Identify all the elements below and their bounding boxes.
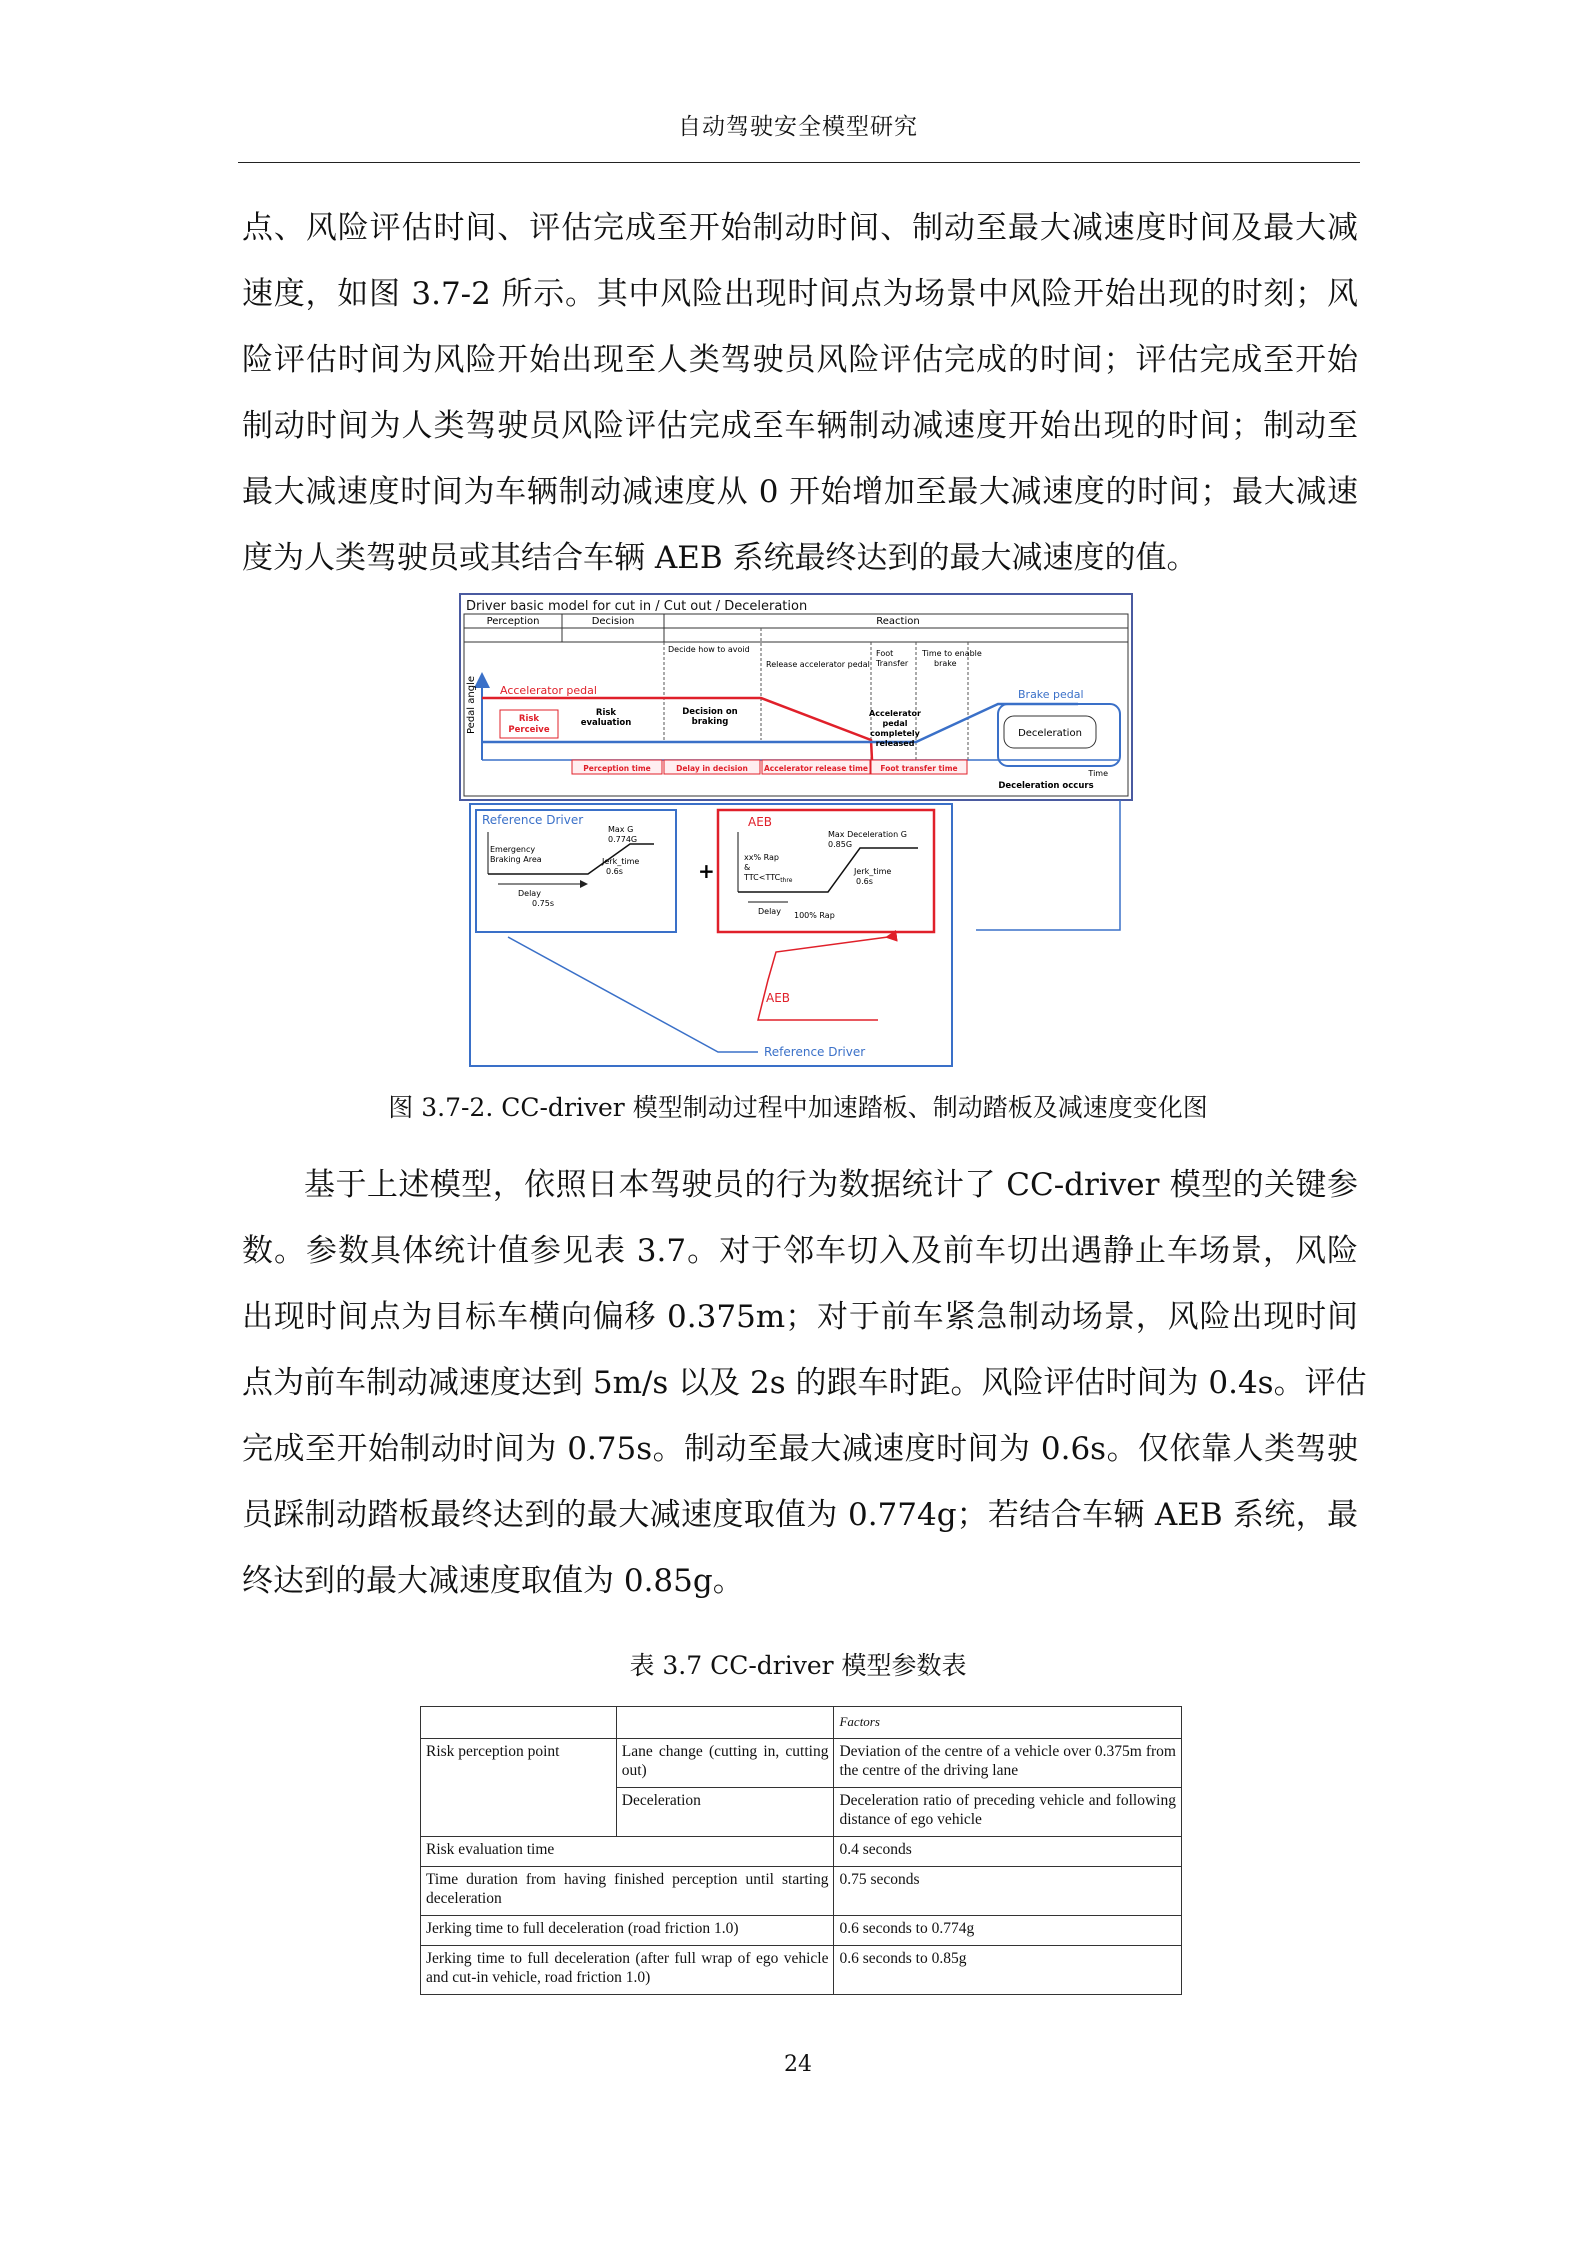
accelerator-label: Accelerator pedal: [500, 684, 597, 697]
header-rule: [238, 162, 1360, 163]
duration-factor-cell: 0.75 seconds: [834, 1867, 1182, 1916]
deceleration-cell: Deceleration: [616, 1788, 834, 1837]
lane-change-factor-cell: Deviation of the centre of a vehicle over 0.375m from the centre of the driving lane: [834, 1739, 1182, 1788]
paragraph-2: [242, 1152, 1367, 1614]
aeb-jerk: Jerk_time: [854, 867, 892, 876]
event-foot-transfer: Transfer: [876, 659, 909, 668]
paragraph-1: [242, 195, 1358, 591]
phase-decision: Decision: [591, 616, 635, 627]
aeb-jerk-value: 0.6s: [856, 877, 873, 886]
aeb-rap: xx% Rap: [744, 853, 779, 862]
bottom-aeb-label: AEB: [766, 991, 791, 1005]
table-row: [421, 1867, 1182, 1916]
ref-delay: Delay: [518, 889, 541, 898]
risk-eval-factor-cell: 0.4 seconds: [834, 1837, 1182, 1867]
phase-reaction: Reaction: [876, 616, 920, 627]
risk-eval-marker: Risk: [595, 708, 617, 718]
paragraph-line: 点为前车制动减速度达到 5m/s 以及 2s 的跟车时距。风险评估时间为 0.4s。评估: [242, 1365, 1367, 1401]
ref-jerk-value: 0.6s: [606, 867, 623, 876]
decision-marker-2: braking: [691, 717, 729, 727]
ref-delay-value: 0.75s: [532, 899, 554, 908]
risk-marker: Risk: [518, 714, 540, 724]
deceleration-box: Deceleration: [1018, 728, 1082, 739]
aeb-full: 100% Rap: [794, 911, 835, 920]
phase-perception: Perception: [486, 616, 540, 627]
risk-eval-cell: Risk evaluation time: [421, 1837, 834, 1867]
event-decide: Decide how to avoid: [668, 645, 750, 654]
ref-maxg-value: 0.774G: [608, 835, 638, 844]
paragraph-line: 最大减速度时间为车辆制动减速度从 0 开始增加至最大减速度的时间；最大减速: [242, 474, 1358, 510]
table-row: [421, 1946, 1182, 1995]
ref-maxg: Max G: [608, 825, 634, 834]
running-header: 自动驾驶安全模型研究: [678, 114, 918, 140]
interval-decision: Delay in decision: [676, 764, 748, 773]
duration-cell: Time duration from having finished perception until starting deceleration: [421, 1867, 834, 1916]
event-enable: Time to enable: [922, 649, 982, 658]
paragraph-line: 险评估时间为风险开始出现至人类驾驶员风险评估完成的时间；评估完成至开始: [242, 342, 1358, 378]
released-marker-2: pedal: [882, 719, 908, 728]
table-row: [421, 1837, 1182, 1867]
brake-label: Brake pedal: [1018, 688, 1084, 701]
interval-perception: Perception time: [583, 764, 651, 773]
interval-foot: Foot transfer time: [880, 764, 958, 773]
aeb-ttc: $TTC<TTC_{thre}$: [744, 873, 793, 884]
paragraph-line: 终达到的最大减速度取值为 0.85g。: [242, 1563, 744, 1599]
lane-change-cell: Lane change (cutting in, cutting out): [616, 1739, 834, 1788]
deceleration-factor-cell: Deceleration ratio of preceding vehicle and following distance of ego vehicle: [834, 1788, 1182, 1837]
table-row: [421, 1739, 1182, 1788]
ref-title: Reference Driver: [482, 813, 584, 827]
page-number: 24: [784, 2052, 812, 2077]
decision-marker: Decision on: [682, 707, 738, 717]
paragraph-line: 基于上述模型，依照日本驾驶员的行为数据统计了 CC-driver 模型的关键参: [304, 1167, 1358, 1203]
y-axis-label: Pedal angle: [466, 675, 477, 734]
paragraph-line: 员踩制动踏板最终达到的最大减速度取值为 0.774g；若结合车辆 AEB 系统，最: [242, 1497, 1358, 1533]
interval-release: Accelerator release time: [764, 764, 868, 773]
figure-caption: 图 3.7-2. CC-driver 模型制动过程中加速踏板、制动踏板及减速度变化图: [388, 1093, 1208, 1122]
paragraph-line: 完成至开始制动时间为 0.75s。制动至最大减速度时间为 0.6s。仅依靠人类驾驶: [242, 1431, 1358, 1467]
parameter-table: [420, 1706, 1182, 1995]
released-marker-3: completely: [870, 729, 920, 738]
risk-point-cell: Risk perception point: [421, 1739, 617, 1837]
aeb-rap-and: &: [744, 863, 751, 872]
aeb-maxg-value: 0.85G: [828, 840, 853, 849]
plus-sign: +: [698, 859, 715, 883]
paragraph-line: 度为人类驾驶员或其结合车辆 AEB 系统最终达到的最大减速度的值。: [242, 540, 1198, 576]
figure-title: Driver basic model for cut in / Cut out / Deceleration: [466, 599, 808, 614]
bottom-ref-label: Reference Driver: [764, 1045, 866, 1059]
risk-perceive-marker: Perceive: [508, 725, 550, 735]
aeb-title: AEB: [748, 815, 773, 829]
risk-eval-marker-2: evaluation: [580, 718, 632, 728]
released-marker: Accelerator: [869, 709, 921, 718]
ref-ebra-2: Braking Area: [490, 855, 542, 864]
released-marker-4: released: [875, 739, 915, 748]
paragraph-line: 制动时间为人类驾驶员风险评估完成至车辆制动减速度开始出现的时间；制动至: [242, 408, 1358, 444]
decel-occurs: Deceleration occurs: [998, 781, 1094, 791]
reference-driver-panel: [476, 810, 676, 932]
jerk1-cell: Jerking time to full deceleration (road friction 1.0): [421, 1916, 834, 1946]
aeb-maxg: Max Deceleration G: [828, 830, 907, 839]
paragraph-line: 出现时间点为目标车横向偏移 0.375m；对于前车紧急制动场景，风险出现时间: [242, 1299, 1358, 1335]
table-row: [421, 1707, 1182, 1739]
paragraph-line: 数。参数具体统计值参见表 3.7。对于邻车切入及前车切出遇静止车场景，风险: [242, 1233, 1358, 1269]
paragraph-line: 点、风险评估时间、评估完成至开始制动时间、制动至最大减速度时间及最大减: [242, 210, 1358, 246]
jerk2-factor-cell: 0.6 seconds to 0.85g: [834, 1946, 1182, 1995]
factors-header: Factors: [834, 1707, 1182, 1739]
time-label: Time: [1088, 769, 1108, 778]
jerk2-cell: Jerking time to full deceleration (after full wrap of ego vehicle and cut-in vehicle, road friction 1.0): [421, 1946, 834, 1995]
table-row: [421, 1916, 1182, 1946]
event-enable-brake: brake: [934, 659, 957, 668]
ref-ebra: Emergency: [490, 845, 536, 854]
driver-model-figure: [458, 592, 1138, 1068]
ref-jerk: Jerk_time: [602, 857, 640, 866]
jerk1-factor-cell: 0.6 seconds to 0.774g: [834, 1916, 1182, 1946]
event-foot: Foot: [876, 649, 894, 658]
event-release: Release accelerator pedal: [766, 660, 870, 669]
table-caption: 表 3.7 CC-driver 模型参数表: [629, 1651, 967, 1680]
aeb-delay: Delay: [758, 907, 781, 916]
paragraph-line: 速度，如图 3.7-2 所示。其中风险出现时间点为场景中风险开始出现的时刻；风: [242, 276, 1358, 312]
